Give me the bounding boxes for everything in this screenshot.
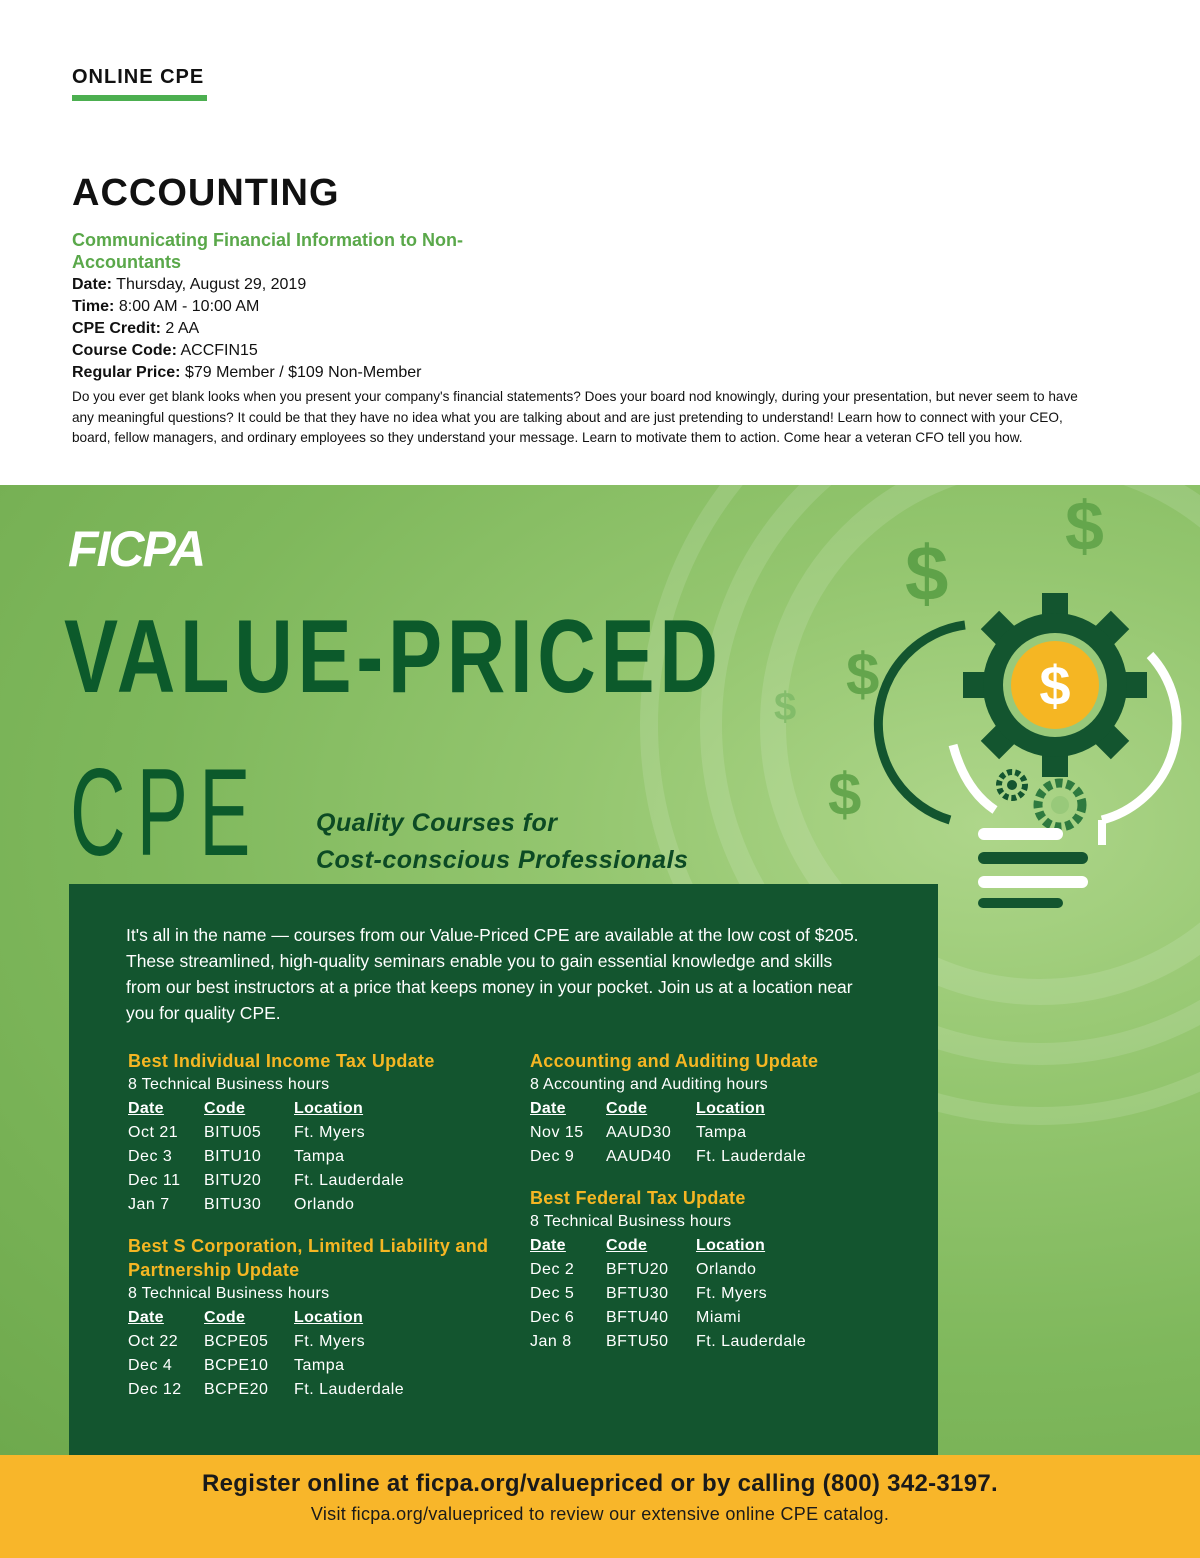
detail-course-code [72,340,422,362]
session-table [530,1234,806,1354]
session-table [530,1097,806,1169]
gear-dollar-label: $ [1039,654,1071,717]
course-name: Best Federal Tax Update [530,1188,746,1208]
dollar-icon: $ [774,685,797,729]
promo-intro: It's all in the name — courses from our Value-Priced CPE are available at the low cost of $205. These streamlined, high-quality seminars enable you to gain essential knowledge and skills from our best instructors at a price that keeps money in your pocket. Join us at a location near you for quality CPE. [126,925,859,1023]
session-date: Jan 8 [530,1333,572,1350]
dollar-icon: $ [846,641,880,708]
table-row [530,1145,806,1169]
session-date: Dec 12 [128,1381,182,1398]
column-header-code: Code [606,1100,648,1117]
session-location: Tampa [294,1148,345,1165]
session-code: BITU05 [204,1124,262,1141]
detail-value: 8:00 AM - 10:00 AM [118,298,260,315]
detail-value: Thursday, August 29, 2019 [116,276,307,293]
session-code: BFTU20 [606,1261,669,1278]
detail-label: CPE Credit: [72,320,161,337]
column-header-location: Location [294,1309,364,1326]
detail-value: 2 AA [165,320,200,337]
detail-label: Course Code: [72,342,177,359]
table-header-row [530,1234,806,1258]
column-header-date: Date [128,1309,164,1326]
course-block [128,1234,518,1402]
table-header-row [530,1097,806,1121]
session-location: Ft. Myers [294,1333,366,1350]
table-row [530,1282,806,1306]
promo-tagline [316,805,688,879]
detail-label: Regular Price: [72,364,181,381]
detail-date [72,274,422,296]
session-location: Ft. Myers [696,1285,768,1302]
session-table [128,1097,404,1217]
session-location: Ft. Lauderdale [696,1333,807,1350]
session-code: BFTU40 [606,1309,669,1326]
detail-cpe-credit [72,318,422,340]
session-date: Oct 21 [128,1124,179,1141]
detail-value: ACCFIN15 [180,342,258,359]
session-date: Nov 15 [530,1124,584,1141]
session-code: AAUD30 [606,1124,672,1141]
course-title: Communicating Financial Information to Non-Accountants [72,230,463,272]
session-date: Dec 11 [128,1172,181,1189]
course-name: Best S Corporation, Limited Liability and Partnership Update [128,1236,489,1280]
session-date: Dec 9 [530,1148,575,1165]
session-code: BCPE20 [204,1381,269,1398]
course-name: Best Individual Income Tax Update [128,1051,435,1071]
table-row [128,1378,404,1402]
column-header-code: Code [204,1100,246,1117]
session-location: Ft. Lauderdale [294,1172,405,1189]
session-date: Dec 4 [128,1357,173,1374]
section-tag-underline [72,95,207,101]
column-header-code: Code [204,1309,246,1326]
lightbulb-gear-icon [750,490,1190,930]
session-date: Dec 6 [530,1309,575,1326]
promo-title: VALUE-PRICED [64,599,723,715]
session-code: BITU20 [204,1172,262,1189]
session-location: Ft. Lauderdale [294,1381,405,1398]
table-row [128,1121,404,1145]
session-code: BITU30 [204,1196,262,1213]
course-details [72,274,422,384]
course-hours: 8 Technical Business hours [128,1285,330,1302]
session-location: Tampa [696,1124,747,1141]
session-location: Tampa [294,1357,345,1374]
detail-label: Time: [72,298,115,315]
table-row [128,1193,404,1217]
register-footer [0,1455,1200,1558]
table-row [530,1306,806,1330]
column-header-date: Date [530,1237,566,1254]
register-call-to-action[interactable]: Register online at ficpa.org/valuepriced or by calling (800) 342-3197. [202,1470,998,1497]
session-date: Oct 22 [128,1333,179,1350]
table-row [530,1121,806,1145]
session-code: BITU10 [204,1148,262,1165]
dollar-icon: $ [1065,490,1104,565]
session-code: BCPE10 [204,1357,269,1374]
column-header-date: Date [530,1100,566,1117]
table-row [530,1330,806,1354]
course-hours: 8 Technical Business hours [530,1213,732,1230]
session-code: BFTU30 [606,1285,669,1302]
detail-time [72,296,422,318]
session-location: Orlando [696,1261,757,1278]
column-header-location: Location [294,1100,364,1117]
session-date: Dec 2 [530,1261,575,1278]
session-date: Jan 7 [128,1196,170,1213]
course-name: Accounting and Auditing Update [530,1051,819,1071]
session-location: Ft. Myers [294,1124,366,1141]
session-location: Ft. Lauderdale [696,1148,807,1165]
detail-value: $79 Member / $109 Non-Member [184,364,422,381]
session-code: BFTU50 [606,1333,669,1350]
table-row [128,1354,404,1378]
catalog-link-text[interactable]: Visit ficpa.org/valuepriced to review our extensive online CPE catalog. [310,1504,890,1524]
column-header-code: Code [606,1237,648,1254]
session-location: Miami [696,1309,742,1326]
session-date: Dec 5 [530,1285,575,1302]
tagline-line-2: Cost-conscious Professionals [316,846,689,874]
section-tag: ONLINE CPE [72,66,205,88]
column-header-location: Location [696,1237,766,1254]
detail-regular-price [72,362,422,384]
course-schedule-box [69,884,938,1455]
table-header-row [128,1306,404,1330]
promo-subtitle: CPE [70,744,262,882]
table-row [128,1330,404,1354]
detail-label: Date: [72,276,113,293]
course-block [128,1049,435,1217]
tagline-line-1: Quality Courses for [316,809,558,837]
ficpa-logo: FICPA [68,521,205,577]
column-header-location: Location [696,1100,766,1117]
session-code: BCPE05 [204,1333,269,1350]
table-row [128,1145,404,1169]
course-block [530,1049,818,1169]
course-description: Do you ever get blank looks when you present your company's financial statements? Does your board nod knowingly, during your presentation, but never seem to have any meaningful questions? It could be that they have no idea what you are talking about and are just pretending to understand! Learn how to connect with your CEO, board, fellow managers, and ordinary employees so they understand your message. Learn to motivate them to action. Come hear a veteran CFO tell you how. [72,389,1078,445]
course-hours: 8 Technical Business hours [128,1076,330,1093]
category-heading: ACCOUNTING [72,172,340,214]
session-location: Orlando [294,1196,355,1213]
table-row [530,1258,806,1282]
course-block [530,1186,806,1354]
table-row [128,1169,404,1193]
course-hours: 8 Accounting and Auditing hours [530,1076,768,1093]
column-header-date: Date [128,1100,164,1117]
session-code: AAUD40 [606,1148,672,1165]
table-header-row [128,1097,404,1121]
dollar-icon: $ [828,761,862,828]
session-table [128,1306,404,1402]
session-date: Dec 3 [128,1148,173,1165]
dollar-icon: $ [905,529,949,617]
